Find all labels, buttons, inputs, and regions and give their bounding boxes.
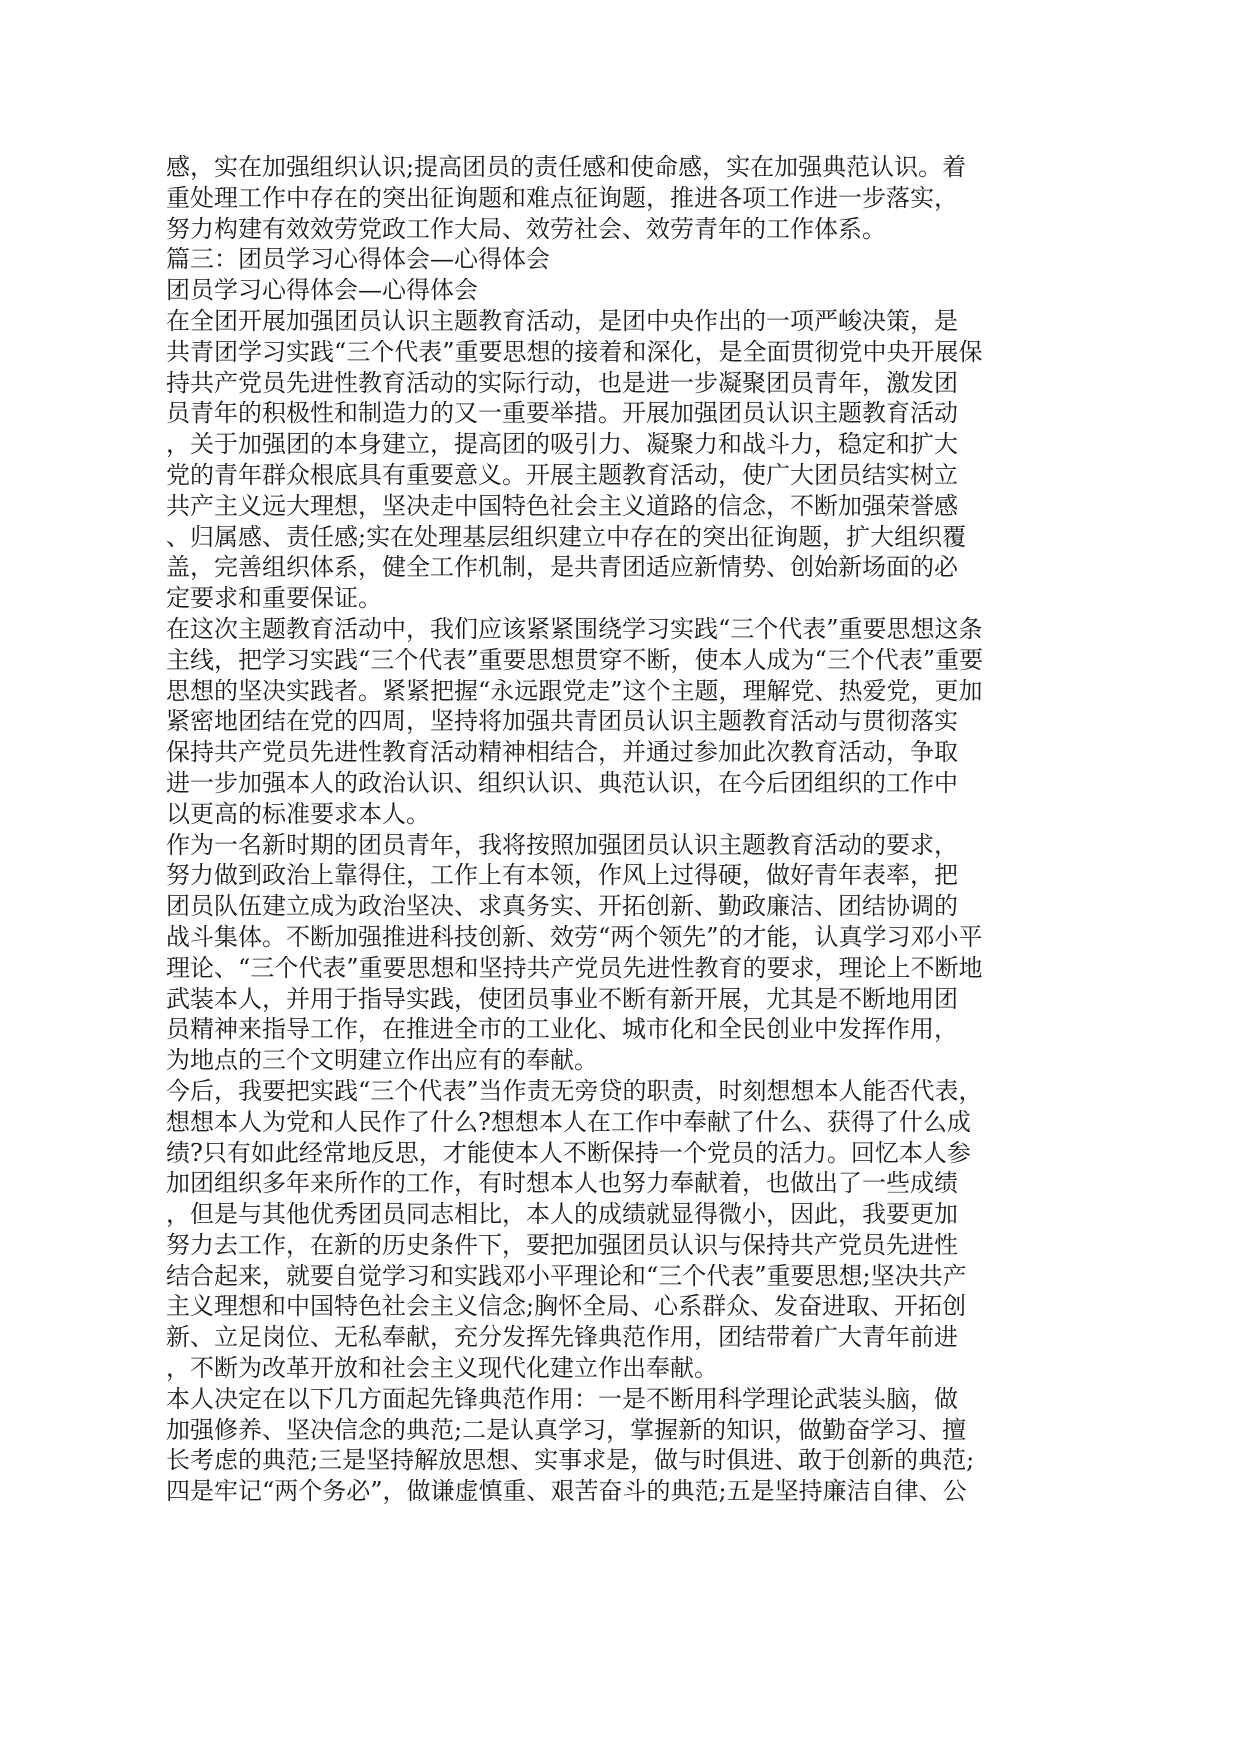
text-line: 加强修养、坚决信念的典范;二是认真学习，掌握新的知识，做勤奋学习、擅 bbox=[166, 1415, 967, 1444]
text-line: 作为一名新时期的团员青年，我将按照加强团员认识主题教育活动的要求， bbox=[166, 830, 958, 859]
text-line: 党的青年群众根底具有重要意义。开展主题教育活动，使广大团员结实树立 bbox=[166, 460, 958, 489]
text-line: 感，实在加强组织认识;提高团员的责任感和使命感，实在加强典范认识。着 bbox=[166, 153, 967, 181]
text-line: 在这次主题教育活动中，我们应该紧紧围绕学习实践“三个代表”重要思想这条 bbox=[166, 614, 983, 643]
text-line: 盖，完善组织体系，健全工作机制，是共青团适应新情势、创始新场面的必 bbox=[166, 553, 958, 582]
document-page bbox=[166, 152, 1066, 1507]
text-line: 为地点的三个文明建立作出应有的奉献。 bbox=[166, 1046, 598, 1075]
text-line: 员青年的积极性和制造力的又一重要举措。开展加强团员认识主题教育活动 bbox=[166, 399, 958, 428]
text-line: 共产主义远大理想，坚决走中国特色社会主义道路的信念，不断加强荣誉感 bbox=[166, 491, 958, 520]
text-line: 战斗集体。不断加强推进科技创新、效劳“两个领先”的才能，认真学习邓小平 bbox=[166, 922, 983, 951]
text-line: 主义理想和中国特色社会主义信念;胸怀全局、心系群众、发奋进取、开拓创 bbox=[166, 1292, 967, 1321]
text-line: 理论、“三个代表”重要思想和坚持共产党员先进性教育的要求，理论上不断地 bbox=[166, 953, 983, 982]
text-line: 四是牢记“两个务必”，做谦虚慎重、艰苦奋斗的典范;五是坚持廉洁自律、公 bbox=[166, 1477, 967, 1506]
text-line: 本人决定在以下几方面起先锋典范作用：一是不断用科学理论武装头脑，做 bbox=[166, 1384, 958, 1413]
text-line: 在全团开展加强团员认识主题教育活动，是团中央作出的一项严峻决策，是 bbox=[166, 306, 958, 335]
article-title: 团员学习心得体会—心得体会 bbox=[166, 276, 478, 305]
text-line: 团员队伍建立成为政治坚决、求真务实、开拓创新、勤政廉洁、团结协调的 bbox=[166, 892, 958, 921]
text-line: 绩?只有如此经常地反思，才能使本人不断保持一个党员的活力。回忆本人参 bbox=[166, 1138, 971, 1167]
text-line: 重处理工作中存在的突出征询题和难点征询题，推进各项工作进一步落实， bbox=[166, 183, 958, 212]
text-line: 、归属感、责任感;实在处理基层组织建立中存在的突出征询题，扩大组织覆 bbox=[166, 522, 967, 551]
text-line: 努力做到政治上靠得住，工作上有本领，作风上过得硬，做好青年表率，把 bbox=[166, 861, 958, 890]
text-line: ，关于加强团的本身建立，提高团的吸引力、凝聚力和战斗力，稳定和扩大 bbox=[166, 430, 958, 459]
text-line: 进一步加强本人的政治认识、组织认识、典范认识，在今后团组织的工作中 bbox=[166, 768, 958, 797]
text-line: ，但是与其他优秀团员同志相比，本人的成绩就显得微小，因此，我要更加 bbox=[166, 1200, 958, 1229]
text-line: 持共产党员先进性教育活动的实际行动，也是进一步凝聚团员青年，激发团 bbox=[166, 368, 958, 397]
text-line: 结合起来，就要自觉学习和实践邓小平理论和“三个代表”重要思想;坚决共产 bbox=[166, 1261, 967, 1290]
text-line: 今后，我要把实践“三个代表”当作责无旁贷的职责，时刻想想本人能否代表， bbox=[166, 1076, 983, 1105]
text-line: 长考虑的典范;三是坚持解放思想、实事求是，做与时俱进、敢于创新的典范; bbox=[166, 1446, 975, 1475]
text-line: 以更高的标准要求本人。 bbox=[166, 799, 430, 828]
text-line: 思想的坚决实践者。紧紧把握“永远跟党走”这个主题，理解党、热爱党，更加 bbox=[166, 676, 983, 705]
text-line: 努力去工作，在新的历史条件下，要把加强团员认识与保持共产党员先进性 bbox=[166, 1230, 958, 1259]
text-line: 新、立足岗位、无私奉献，充分发挥先锋典范作用，团结带着广大青年前进 bbox=[166, 1323, 958, 1352]
text-line: ，不断为改革开放和社会主义现代化建立作出奉献。 bbox=[166, 1354, 718, 1383]
text-line: 共青团学习实践“三个代表”重要思想的接着和深化，是全面贯彻党中央开展保 bbox=[166, 337, 983, 366]
text-line: 紧密地团结在党的四周，坚持将加强共青团员认识主题教育活动与贯彻落实 bbox=[166, 707, 958, 736]
text-line: 保持共产党员先进性教育活动精神相结合，并通过参加此次教育活动，争取 bbox=[166, 738, 958, 767]
text-line: 想想本人为党和人民作了什么?想想本人在工作中奉献了什么、获得了什么成 bbox=[166, 1107, 971, 1136]
section-heading: 篇三：团员学习心得体会—心得体会 bbox=[166, 245, 550, 274]
text-line: 员精神来指导工作，在推进全市的工业化、城市化和全民创业中发挥作用， bbox=[166, 1015, 958, 1044]
text-line: 定要求和重要保证。 bbox=[166, 584, 382, 613]
text-line: 武装本人，并用于指导实践，使团员事业不断有新开展，尤其是不断地用团 bbox=[166, 984, 958, 1013]
text-line: 主线，把学习实践“三个代表”重要思想贯穿不断，使本人成为“三个代表”重要 bbox=[166, 645, 984, 674]
text-line: 努力构建有效效劳党政工作大局、效劳社会、效劳青年的工作体系。 bbox=[166, 214, 886, 243]
text-line: 加团组织多年来所作的工作，有时想本人也努力奉献着，也做出了一些成绩 bbox=[166, 1169, 958, 1198]
